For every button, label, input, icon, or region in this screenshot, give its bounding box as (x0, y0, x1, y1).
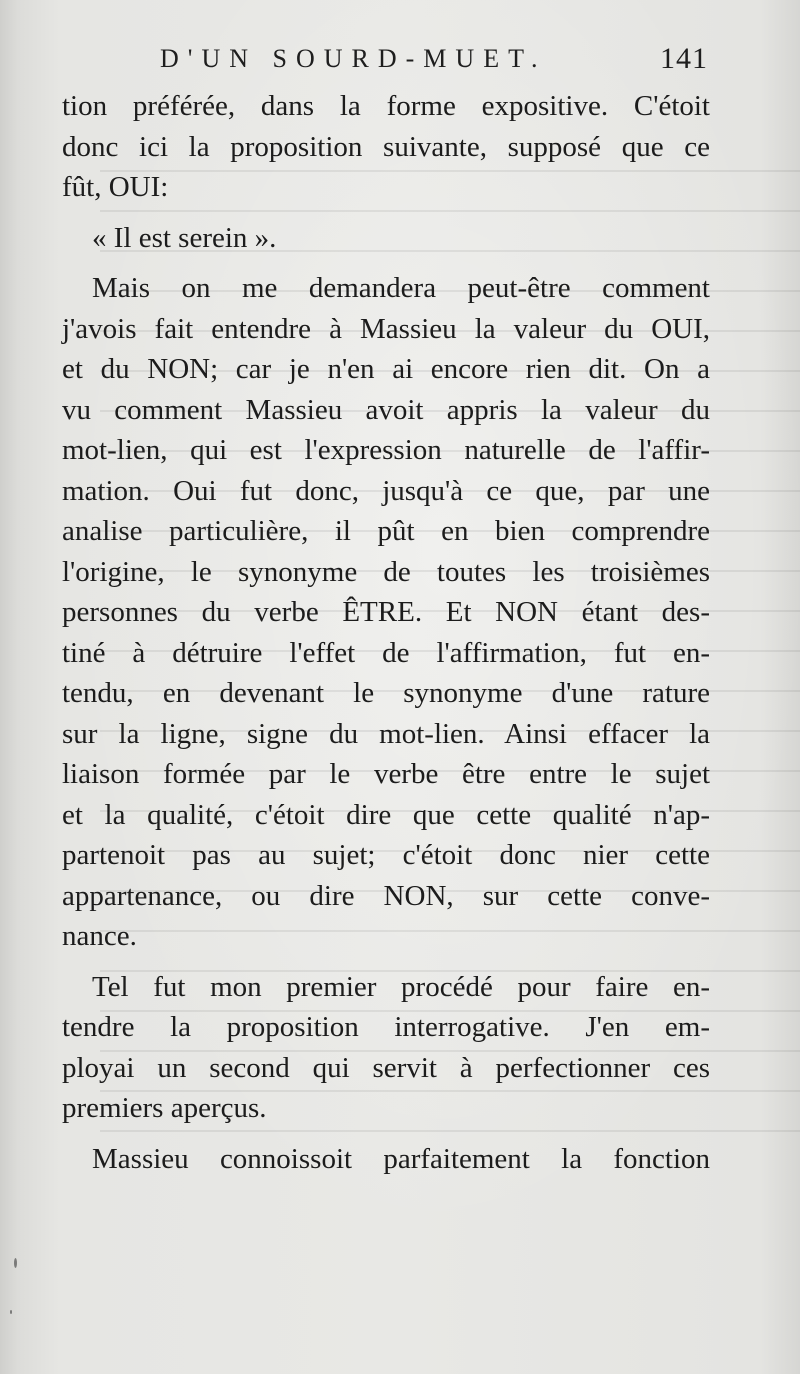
text-line: tendu, en devenant le synonyme d'une rature (62, 677, 710, 709)
text-line: et du NON; car je n'en ai encore rien dit. On a (62, 353, 710, 385)
text-line: tendre la proposition interrogative. J'en em- (62, 1011, 710, 1043)
text-line: nance. (62, 920, 137, 952)
paper-speck (10, 1310, 12, 1314)
text-line: l'origine, le synonyme de toutes les troisièmes (62, 555, 710, 588)
text-line: liaison formée par le verbe être entre le sujet (62, 758, 710, 790)
text-line: analise particulière, il pût en bien comprendre (62, 515, 710, 547)
text-line: premiers aperçus. (62, 1092, 267, 1124)
text-line: ployai un second qui servit à perfectionner ces (62, 1051, 710, 1084)
text-line: mation. Oui fut donc, jusqu'à ce que, par une (62, 474, 710, 507)
text-line: Mais on me demandera peut-être comment (92, 272, 710, 304)
text-line: tiné à détruire l'effet de l'affirmation, fut en- (62, 636, 710, 669)
text-line: fût, OUI: (62, 171, 169, 203)
text-line: personnes du verbe ÊTRE. Et NON étant des- (62, 596, 710, 628)
text-line: mot-lien, qui est l'expression naturelle de l'affir- (62, 434, 710, 466)
text-line: Tel fut mon premier procédé pour faire en- (92, 970, 710, 1003)
text-line: tion préférée, dans la forme expositive. C'étoit (62, 90, 710, 122)
text-line: Massieu connoissoit parfaitement la fonction (92, 1142, 710, 1175)
text-line: j'avois fait entendre à Massieu la valeur du OUI, (62, 312, 710, 345)
text-line: sur la ligne, signe du mot-lien. Ainsi effacer la (62, 717, 710, 750)
page-number: 141 (660, 42, 708, 75)
text-line: « Il est serein ». (92, 221, 277, 254)
text-line: appartenance, ou dire NON, sur cette conve- (62, 879, 710, 912)
text-line: vu comment Massieu avoit appris la valeur du (62, 393, 710, 426)
text-line: donc ici la proposition suivante, supposé que ce (62, 130, 710, 163)
running-title: D'UN SOURD-MUET. (160, 44, 547, 73)
text-line: et la qualité, c'étoit dire que cette qualité n'ap- (62, 798, 710, 831)
text-line: partenoit pas au sujet; c'étoit donc nier cette (62, 839, 710, 871)
paper-speck (14, 1258, 17, 1268)
body-text (62, 86, 710, 1179)
